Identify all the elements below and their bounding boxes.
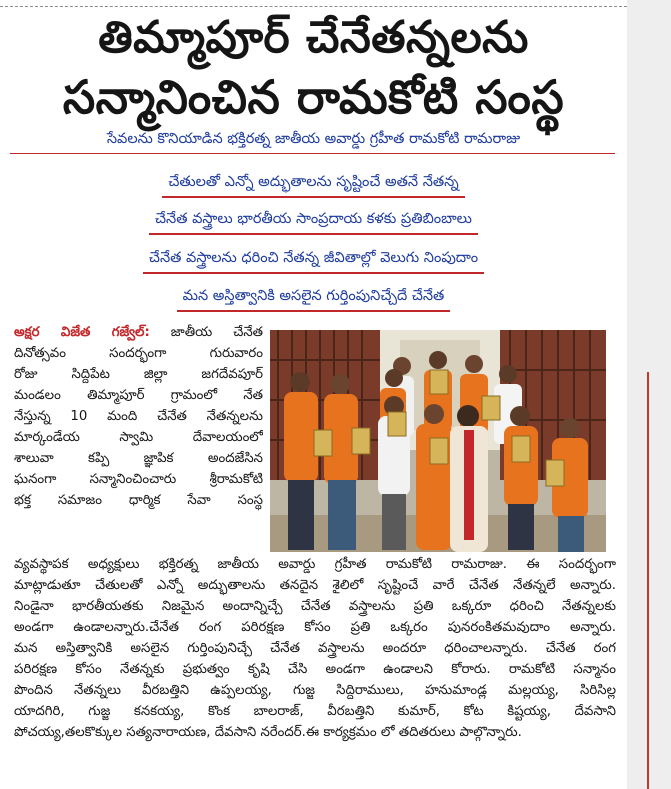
article-line: మార్కండేయ స్వామి దేవాలయంలో xyxy=(14,430,263,445)
article-line: మాట్లాడుతూ చేతులతో ఎన్నో అద్భుతాలను తనదైన శైలిలో సృష్టించే వారే చేనేత నేతన్నలే అన్నారు. xyxy=(14,578,616,593)
dateline: అక్షర విజేత గజ్వేల్: xyxy=(14,325,150,340)
subheadline-1-text: సేవలను కొనియాడిన భక్తిరత్న జాతీయ అవార్డు గ్రహీత రామకోటి రామరాజు xyxy=(106,131,521,147)
headline-line-1: తిమ్మాపూర్ చేనేతన్నలను xyxy=(98,12,529,63)
adjacent-page-edge xyxy=(627,0,671,789)
article-line: అండగా ఉండాలన్నారు.చేనేత రంగ పరిరక్షణ కోసం ప్రతి ఒక్కరం పునరంకితమవుదాం అన్నారు. xyxy=(14,620,616,635)
news-photo xyxy=(270,330,606,552)
article-line: పోచయ్య,తలకొక్కుల సత్యనారాయణ, దేవసాని నరేందర్.ఈ కార్యక్రమం లో తదితరులు పాల్గొన్నారు. xyxy=(14,725,522,740)
subheadline-5-text: మన అస్తిత్వానికి అసలైన గుర్తింపునిచ్చేదే చేనేత xyxy=(177,285,451,312)
article-full-width xyxy=(14,554,616,743)
article-line-text: జాతీయ చేనేత xyxy=(149,325,263,340)
subheadline-1-underline xyxy=(10,153,615,154)
article-line: నిండైనా భారతీయతకు నిజమైన అందాన్నిచ్చే చేనేత వస్త్రాలను ప్రతి ఒక్కరూ ధరించి నేతన్నలకు xyxy=(14,599,616,614)
article-line: దినోత్సవం సందర్భంగా గురువారం xyxy=(14,346,263,361)
adjacent-page-rule xyxy=(647,372,649,789)
article-line: పరిరక్షణ కోసం నేతన్నకు ప్రభుత్వం కృషి చేసి అండగా ఉండాలని కోరారు. రామకోటి సన్మానం xyxy=(14,662,616,677)
article-line xyxy=(14,322,263,343)
subheadline-3-text: చేనేత వస్త్రాలు భారతీయ సాంప్రదాయ కళకు ప్రతిబింబాలు xyxy=(149,208,478,235)
subheadline-2-text: చేతులతో ఎన్నో అద్భుతాలను సృష్టించే అతనే నేతన్న xyxy=(162,171,464,198)
article-left-column xyxy=(14,322,263,511)
top-border xyxy=(0,0,627,7)
article-line: వ్యవస్థాపక అధ్యక్షులు భక్తిరత్న జాతీయ అవార్డు గ్రహీత రామకోటి రామరాజు. ఈ సందర్భంగా xyxy=(14,557,616,572)
subheadline-1 xyxy=(0,128,627,153)
group-photo-illustration xyxy=(270,330,606,552)
article-line: పొందిన నేతన్నలు వీరబత్తిని ఉప్పలయ్య, గుజ్జ సిద్దిరాములు, హనుమాండ్ల మల్లయ్య, సిరిసిల్ల xyxy=(14,683,616,698)
article-line: శాలువా కప్పి జ్ఞాపిక అందజేసిన xyxy=(14,451,263,466)
article-line: మన అస్తిత్వానికి అసలైన గుర్తింపునిచ్చే చేనేత వస్త్రాలను అందరూ ధరించాలన్నారు. చేనేత రంగ xyxy=(14,641,616,656)
subheadline-5 xyxy=(0,285,627,312)
article-line: రోజు సిద్దిపేట జిల్లా జగదేవపూర్ xyxy=(14,367,263,382)
subheadline-4 xyxy=(0,247,627,274)
article-line: భక్త సమాజం ధార్మిక సేవా సంస్థ xyxy=(14,493,263,508)
subheadline-2 xyxy=(0,171,627,198)
article-line: మండలం తిమ్మాపూర్ గ్రామంలో నేత xyxy=(14,388,263,403)
subheadline-3 xyxy=(0,208,627,235)
headline-line-2: సన్మానించిన రామకోటి సంస్థ xyxy=(62,70,565,124)
article-line: యాదగిరి, గుజ్జ కనకయ్య, కొంక బాలరాజ్, వీరబత్తిని కుమార్, కోట కిష్టయ్య, దేవసాని xyxy=(14,704,616,719)
article-line: నేస్తున్న 10 మంది చేనేత నేతన్నలను xyxy=(14,409,263,424)
article-line: ఘనంగా సన్మానించించారు శ్రీరామకోటి xyxy=(14,472,263,487)
subheadline-4-text: చేనేత వస్త్రాలను ధరించి నేతన్న జీవితాల్లో వెలుగు నింపుదాం xyxy=(143,247,484,274)
